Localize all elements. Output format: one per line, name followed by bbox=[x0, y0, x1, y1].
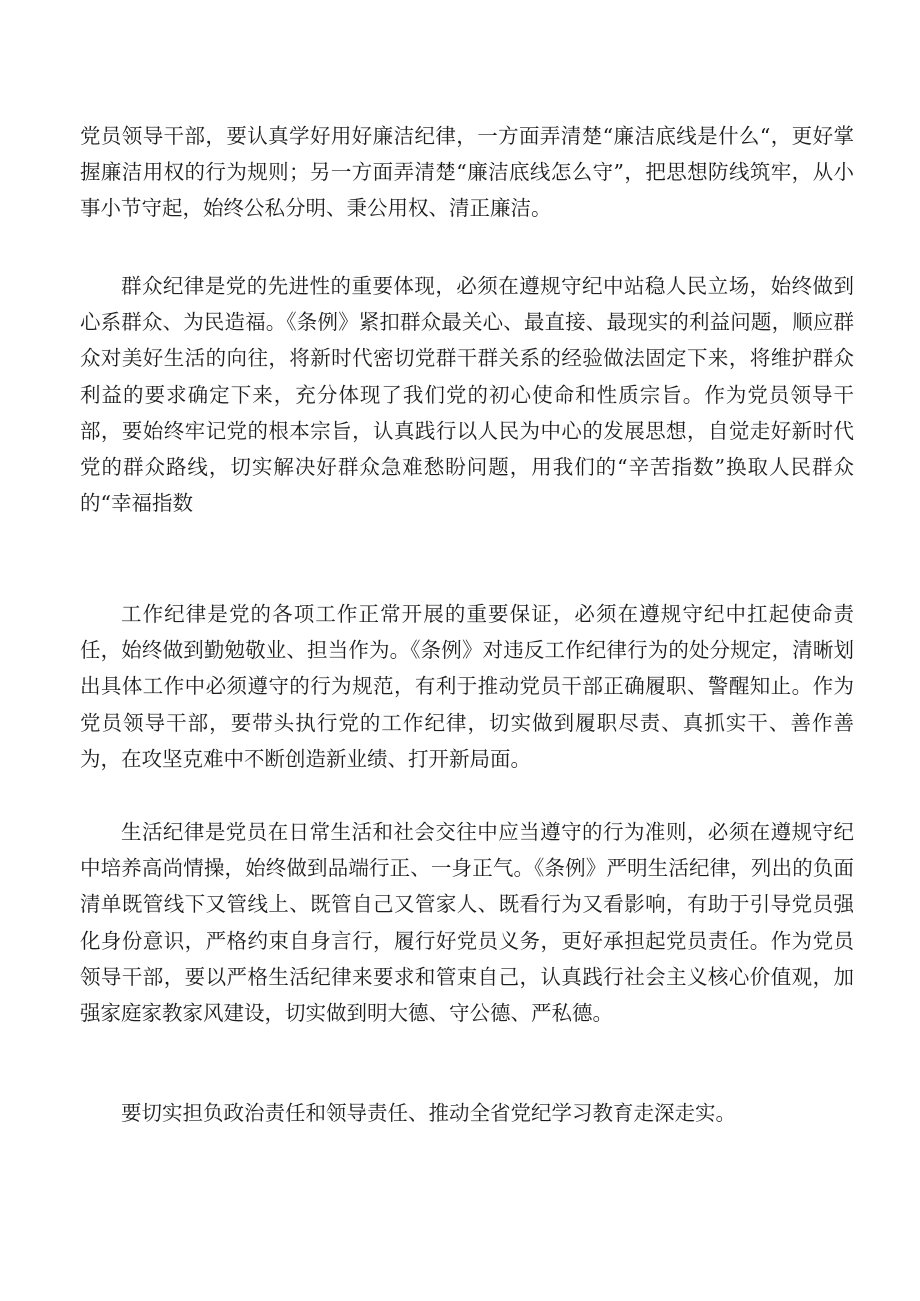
paragraph-mass-discipline: 群众纪律是党的先进性的重要体现，必须在遵规守纪中站稳人民立场，始终做到心系群众、为民造福。《条例》紧扣群众最关心、最直接、最现实的利益问题，顺应群众对美好生活的向往，将新时代密切党群干群关系的经验做法固定下来，将维护群众利益的要求确定下来，充分体现了我们党的初心使命和性质宗旨。作为党员领导干部，要始终牢记党的根本宗旨，认真践行以人民为中心的发展思想，自觉走好新时代党的群众路线，切实解决好群众急难愁盼问题，用我们的“辛苦指数”换取人民群众的“幸福指数 bbox=[80, 274, 854, 516]
paragraph-life-discipline: 生活纪律是党员在日常生活和社会交往中应当遵守的行为准则，必须在遵规守纪中培养高尚情操，始终做到品端行正、一身正气。《条例》严明生活纪律，列出的负面清单既管线下又管线上、既管自己又管家人、既看行为又看影响，有助于引导党员强化身份意识，严格约束自身言行，履行好党员义务，更好承担起党员责任。作为党员领导干部，要以严格生活纪律来要求和管束自己，认真践行社会主义核心价值观，加强家庭家教家风建设，切实做到明大德、守公德、严私德。 bbox=[80, 820, 854, 1026]
paragraph-work-discipline: 工作纪律是党的各项工作正常开展的重要保证，必须在遵规守纪中扛起使命责任，始终做到勤勉敬业、担当作为。《条例》对违反工作纪律行为的处分规定，清晰划出具体工作中必须遵守的行为规范，有利于推动党员干部正确履职、警醒知止。作为党员领导干部，要带头执行党的工作纪律，切实做到履职尽责、真抓实干、善作善为，在攻坚克难中不断创造新业绩、打开新局面。 bbox=[80, 602, 854, 771]
paragraph-integrity-discipline: 党员领导干部，要认真学好用好廉洁纪律，一方面弄清楚“廉洁底线是什么“，更好掌握廉洁用权的行为规则；另一方面弄清楚“廉洁底线怎么守”，把思想防线筑牢，从小事小节守起，始终公私分明、秉公用权、清正廉洁。 bbox=[80, 124, 854, 221]
paragraph-closing: 要切实担负政治责任和领导责任、推动全省党纪学习教育走深走实。 bbox=[121, 1101, 736, 1125]
